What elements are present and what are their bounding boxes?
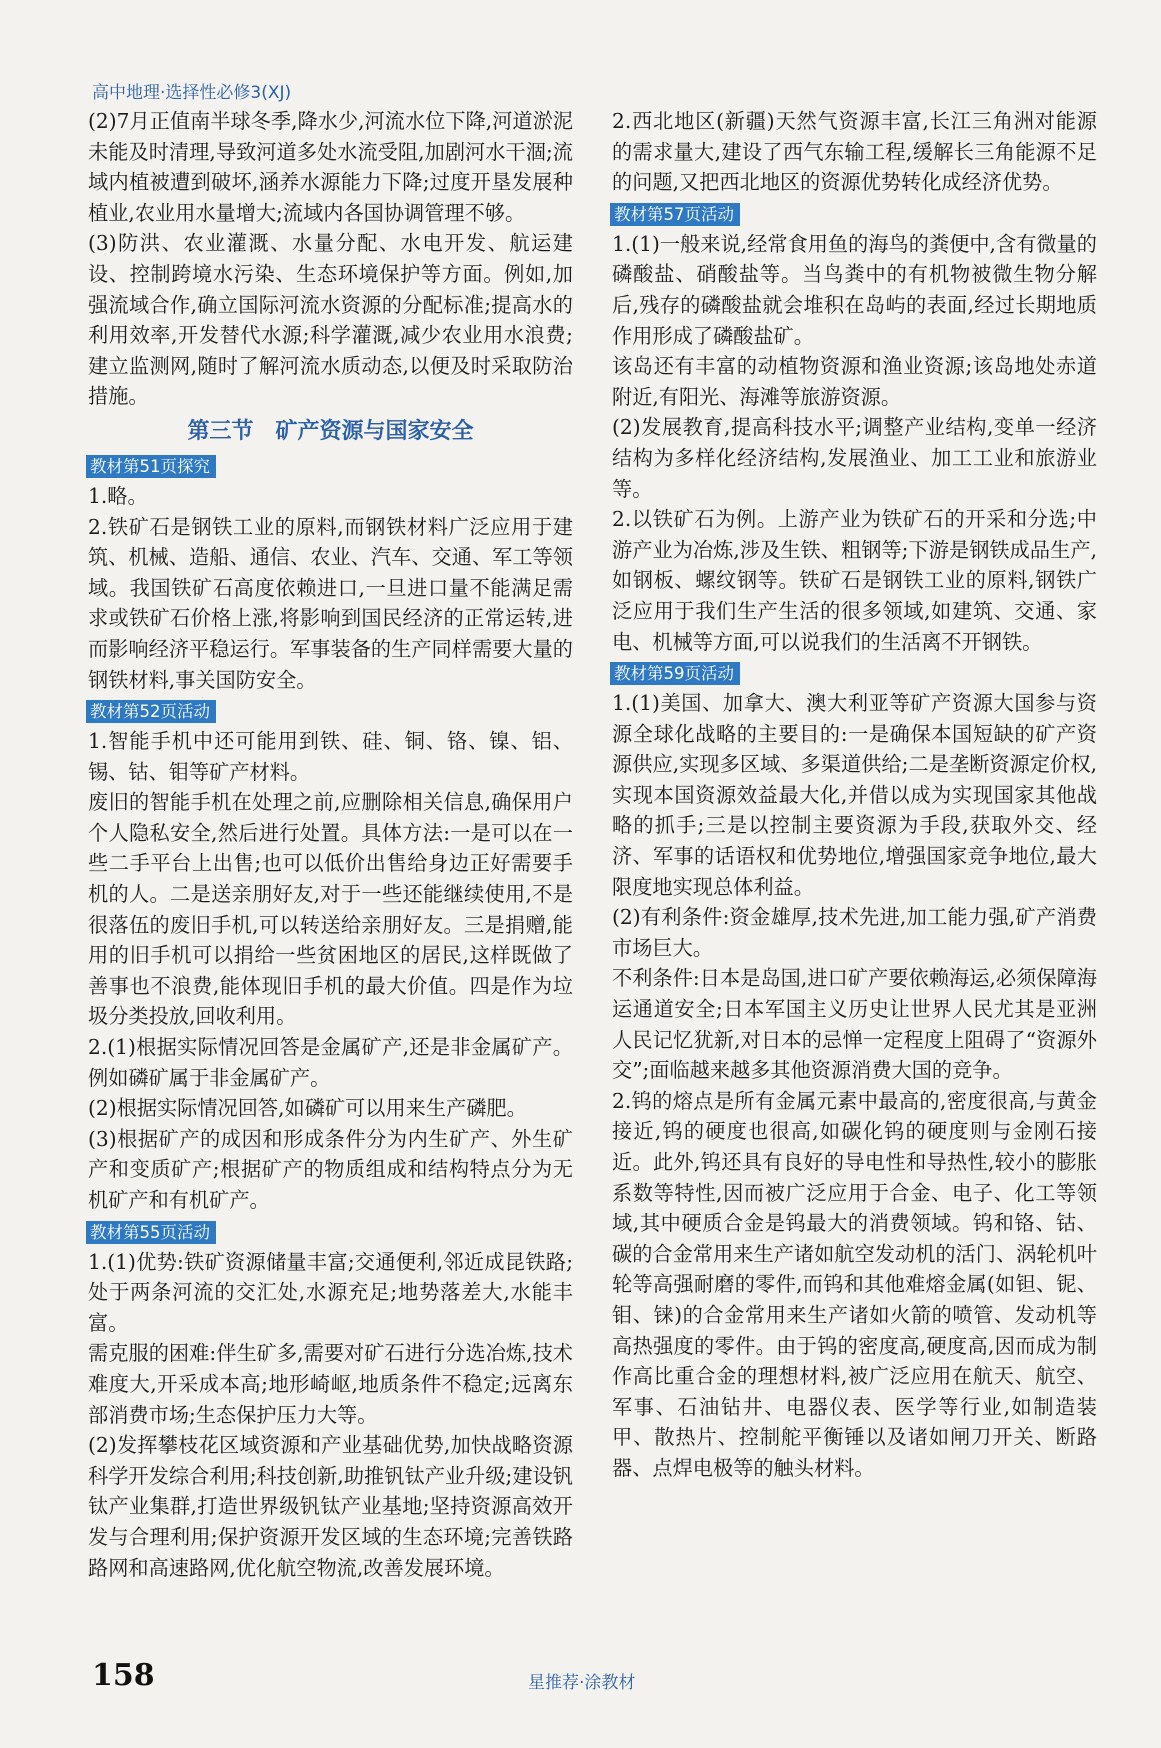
paragraph: 1.(1)优势:铁矿资源储量丰富;交通便利,邻近成昆铁路;处于两条河流的交汇处,水源充足;地势落差大,水能丰富。 xyxy=(88,1249,573,1335)
paragraph: (3)根据矿产的成因和形成条件分为内生矿产、外生矿产和变质矿产;根据矿产的物质组成和结构特点分为无机矿产和有机矿产。 xyxy=(88,1126,573,1212)
paragraph: 2.西北地区(新疆)天然气资源丰富,长江三角洲对能源的需求量大,建设了西气东输工程,缓解长三角能源不足的问题,又把西北地区的资源优势转化成经济优势。 xyxy=(612,109,1097,195)
running-header: 高中地理·选择性必修3(XJ) xyxy=(92,83,292,103)
left-column xyxy=(88,106,573,1583)
chapter-title: 第三节 矿产资源与国家安全 xyxy=(187,418,474,444)
paragraph: (2)根据实际情况回答,如磷矿可以用来生产磷肥。 xyxy=(88,1096,527,1121)
footer-brand: 星推荐·涂教材 xyxy=(528,1673,636,1693)
paragraph: 废旧的智能手机在处理之前,应删除相关信息,确保用户个人隐私安全,然后进行处置。具体方法:一是可以在一些二手平台上出售;也可以低价出售给身边正好需要手机的人。二是送亲朋好友,对于一些还能继续使用,不是很落伍的废旧手机,可以转送给亲朋好友。三是捐赠,能用的旧手机可以捐给一些贫困地区的居民,这样既做了善事也不浪费,能体现旧手机的最大价值。四是作为垃圾分类投放,回收利用。 xyxy=(88,790,573,1029)
paragraph: (2)发展教育,提高科技水平;调整产业结构,变单一经济结构为多样化经济结构,发展渔业、加工工业和旅游业等。 xyxy=(612,415,1097,501)
paragraph: 该岛还有丰富的动植物资源和渔业资源;该岛地处赤道附近,有阳光、海滩等旅游资源。 xyxy=(612,354,1097,409)
page-number: 158 xyxy=(92,1658,155,1693)
paragraph: 1.智能手机中还可能用到铁、硅、铜、铬、镍、铝、锡、钴、钼等矿产材料。 xyxy=(88,729,573,784)
paragraph: (2)有利条件:资金雄厚,技术先进,加工能力强,矿产消费市场巨大。 xyxy=(612,905,1097,960)
paragraph: 2.(1)根据实际情况回答是金属矿产,还是非金属矿产。例如磷矿属于非金属矿产。 xyxy=(88,1035,573,1090)
paragraph: (2)发挥攀枝花区域资源和产业基础优势,加快战略资源科学开发综合利用;科技创新,助推钒钛产业升级;建设钒钛产业集群,打造世界级钒钛产业基地;坚持资源高效开发与合理利用;保护资源开发区域的生态环境;完善铁路路网和高速路网,优化航空物流,改善发展环境。 xyxy=(88,1433,573,1580)
section-label: 教材第52页活动 xyxy=(86,700,216,723)
section-label: 教材第55页活动 xyxy=(86,1221,216,1244)
paragraph: 2.钨的熔点是所有金属元素中最高的,密度很高,与黄金接近,钨的硬度也很高,如碳化钨的硬度则与金刚石接近。此外,钨还具有良好的导电性和导热性,较小的膨胀系数等特性,因而被广泛应用于合金、电子、化工等领域,其中硬质合金是钨最大的消费领域。钨和铬、钴、碳的合金常用来生产诸如航空发动机的活门、涡轮机叶轮等高强耐磨的零件,而钨和其他难熔金属(如钽、铌、钼、铼)的合金常用来生产诸如火箭的喷管、发动机等高热强度的零件。由于钨的密度高,硬度高,因而成为制作高比重合金的理想材料,被广泛应用在航天、航空、军事、石油钻井、电器仪表、医学等行业,如制造装甲、散热片、控制舵平衡锤以及诸如闸刀开关、断路器、点焊电极等的触头材料。 xyxy=(612,1088,1097,1480)
paragraph: (2)7月正值南半球冬季,降水少,河流水位下降,河道淤泥未能及时清理,导致河道多处水流受阻,加剧河水干涸;流域内植被遭到破坏,涵养水源能力下降;过度开垦发展种植业,农业用水量增大;流域内各国协调管理不够。 xyxy=(88,109,573,225)
paragraph: 不利条件:日本是岛国,进口矿产要依赖海运,必须保障海运通道安全;日本军国主义历史让世界人民尤其是亚洲人民记忆犹新,对日本的忌惮一定程度上阻碍了“资源外交”;面临越来越多其他资源消费大国的竞争。 xyxy=(612,966,1097,1083)
section-label: 教材第57页活动 xyxy=(610,203,740,226)
paragraph: 需克服的困难:伴生矿多,需要对矿石进行分选冶炼,技术难度大,开采成本高;地形崎岖,地质条件不稳定;远离东部消费市场;生态保护压力大等。 xyxy=(88,1341,573,1427)
section-label: 教材第51页探究 xyxy=(86,455,216,478)
paragraph: 1.(1)一般来说,经常食用鱼的海鸟的粪便中,含有微量的磷酸盐、硝酸盐等。当鸟粪中的有机物被微生物分解后,残存的磷酸盐就会堆积在岛屿的表面,经过长期地质作用形成了磷酸盐矿。 xyxy=(612,231,1097,348)
section-label: 教材第59页活动 xyxy=(610,662,740,685)
paragraph: 2.以铁矿石为例。上游产业为铁矿石的开采和分选;中游产业为冶炼,涉及生铁、粗钢等;下游是钢铁成品生产,如钢板、螺纹钢等。铁矿石是钢铁工业的原料,钢铁广泛应用于我们生产生活的很多领域,如建筑、交通、家电、机械等方面,可以说我们的生活离不开钢铁。 xyxy=(612,507,1097,654)
paragraph: (3)防洪、农业灌溉、水量分配、水电开发、航运建设、控制跨境水污染、生态环境保护等方面。例如,加强流域合作,确立国际河流水资源的分配标准;提高水的利用效率,开发替代水源;科学灌溉,减少农业用水浪费;建立监测网,随时了解河流水质动态,以便及时采取防治措施。 xyxy=(88,231,573,409)
paragraph: 1.略。 xyxy=(88,483,148,508)
right-column xyxy=(612,106,1097,1484)
paragraph: 2.铁矿石是钢铁工业的原料,而钢铁材料广泛应用于建筑、机械、造船、通信、农业、汽车、交通、军工等领域。我国铁矿石高度依赖进口,一旦进口量不能满足需求或铁矿石价格上涨,将影响到国民经济的正常运转,进而影响经济平稳运行。军事装备的生产同样需要大量的钢铁材料,事关国防安全。 xyxy=(88,514,573,692)
paragraph: 1.(1)美国、加拿大、澳大利亚等矿产资源大国参与资源全球化战略的主要目的:一是确保本国短缺的矿产资源供应,实现多区域、多渠道供给;二是垄断资源定价权,实现本国资源效益最大化,并借以成为实现国家其他战略的抓手;三是以控制主要资源为手段,获取外交、经济、军事的话语权和优势地位,增强国家竞争地位,最大限度地实现总体利益。 xyxy=(612,691,1097,899)
